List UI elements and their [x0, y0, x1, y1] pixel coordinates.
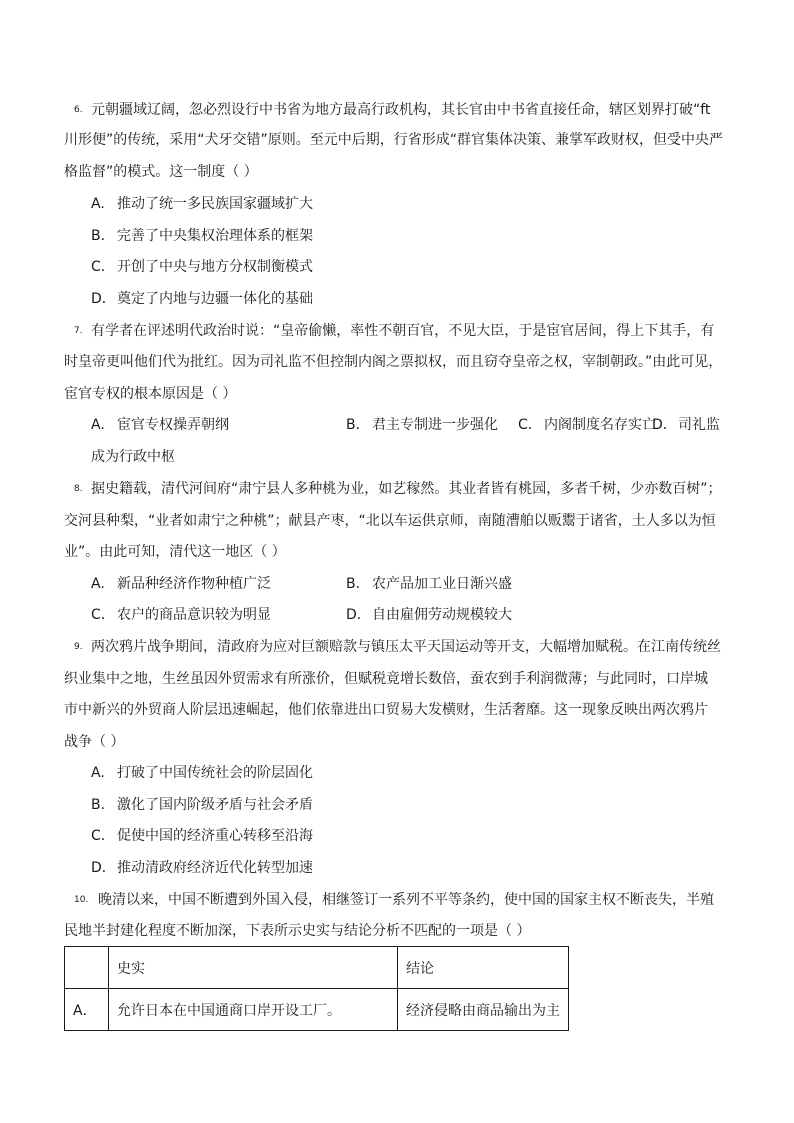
- q9-option-a[interactable]: A. 打破了中国传统社会的阶层固化: [91, 765, 313, 781]
- q6-number: 6.: [74, 105, 83, 115]
- q8-stem-line-1: 8. 据史籍载，清代河间府“肃宁县人多种桃为业，如艺稼然。其业者皆有桃园，多者千树，少亦数百树”；: [74, 481, 722, 497]
- q10-stem-line-1: 10. 晚清以来，中国不断遭到外国入侵，相继签订一系列不平等条约，使中国的国家主权不断丧失，半殖: [74, 892, 714, 908]
- q8-option-a[interactable]: A. 新品种经济作物种植广泛: [91, 576, 271, 592]
- table-cell: A．: [65, 989, 109, 1031]
- q7-option-c[interactable]: C． 内阁制度名存实亡: [518, 417, 656, 433]
- q6-stem-line-1: 6. 元朝疆域辽阔，忽必烈设行中书省为地方最高行政机构，其长官由中书省直接任命，辖区划界打破“ft: [74, 102, 711, 118]
- q7-stem-line-3: 宦官专权的根本原因是（ ）: [64, 386, 237, 402]
- q6-stem-line-2: 川形便”的传统，采用“犬牙交错”原则。至元中后期，行省形成“群官集体决策、兼掌军政财权，但受中央严: [64, 132, 724, 148]
- q6-option-b[interactable]: B． 完善了中央集权治理体系的框架: [91, 228, 313, 244]
- q9-option-d[interactable]: D．推动清政府经济近代化转型加速: [91, 860, 313, 876]
- q6-stem-line-3: 格监督”的模式。这一制度（ ）: [64, 164, 258, 180]
- q9-option-b[interactable]: B． 激化了国内阶级矛盾与社会矛盾: [91, 797, 313, 813]
- q10-table: [64, 946, 569, 1031]
- q6-option-d[interactable]: D．奠定了内地与边疆一体化的基础: [91, 291, 313, 307]
- q9-option-c[interactable]: C． 促使中国的经济重心转移至沿海: [91, 828, 313, 844]
- q8-option-c[interactable]: C． 农户的商品意识较为明显: [91, 607, 271, 623]
- table-cell: 经济侵略由商品输出为主: [398, 989, 569, 1031]
- q6-option-c[interactable]: C． 开创了中央与地方分权制衡模式: [91, 259, 313, 275]
- table-header-cell: 结论: [398, 947, 569, 989]
- q8-option-b[interactable]: B． 农产品加工业日渐兴盛: [346, 576, 512, 592]
- q8-stem-line-2: 交河县种梨，“业者如肃宁之种桃”；献县产枣，“北以车运供京师，南随漕舶以贩鬻于诸省，土人多以为恒: [64, 513, 716, 529]
- q9-stem-line-3: 市中新兴的外贸商人阶层迅速崛起，他们依靠进出口贸易大发横财，生活奢靡。这一现象反映出两次鸦片: [64, 702, 708, 718]
- q10-stem-line-2: 民地半封建化程度不断加深，下表所示史实与结论分析不匹配的一项是（ ）: [64, 923, 531, 939]
- q7-stem-line-1: 7. 有学者在评述明代政治时说：“皇帝偷懒，率性不朝百官，不见大臣，于是宦官居间，得上下其手，有: [74, 323, 715, 339]
- q7-option-a[interactable]: A. 宦官专权操弄朝纲: [91, 417, 229, 433]
- q7-number: 7.: [74, 326, 83, 336]
- q6-option-a[interactable]: A. 推动了统一多民族国家疆域扩大: [91, 196, 313, 212]
- table-header-cell: 史实: [109, 947, 398, 989]
- q10-number: 10.: [74, 895, 89, 905]
- table-header-row: [65, 947, 569, 989]
- q9-stem-line-4: 战争（ ）: [64, 734, 125, 750]
- q9-stem-line-2: 织业集中之地，生丝虽因外贸需求有所涨价，但赋税竟增长数倍，蚕农到手利润微薄；与此同时，口岸城: [64, 671, 708, 687]
- q7-stem-line-2: 时皇帝更叫他们代为批红。因为司礼监不但控制内阁之票拟权，而且窃夺皇帝之权，宰制朝政。”由此可见，: [64, 354, 723, 370]
- table-header-cell: [65, 947, 109, 989]
- q7-option-d[interactable]: D．司礼监: [652, 417, 720, 433]
- q7-option-b[interactable]: B． 君主专制进一步强化: [346, 417, 498, 433]
- table-row: [65, 989, 569, 1031]
- q8-option-d[interactable]: D．自由雇佣劳动规模较大: [346, 607, 512, 623]
- q9-stem-line-1: 9. 两次鸦片战争期间，清政府为应对巨额赔款与镇压太平天国运动等开支，大幅增加赋税。在江南传统丝: [74, 639, 721, 655]
- table-cell: 允许日本在中国通商口岸开设工厂。: [109, 989, 398, 1031]
- q9-number: 9.: [74, 642, 83, 652]
- q8-number: 8.: [74, 484, 83, 494]
- q7-option-d-continued: 成为行政中枢: [91, 449, 175, 465]
- q8-stem-line-3: 业”。由此可知，清代这一地区（ ）: [64, 544, 286, 560]
